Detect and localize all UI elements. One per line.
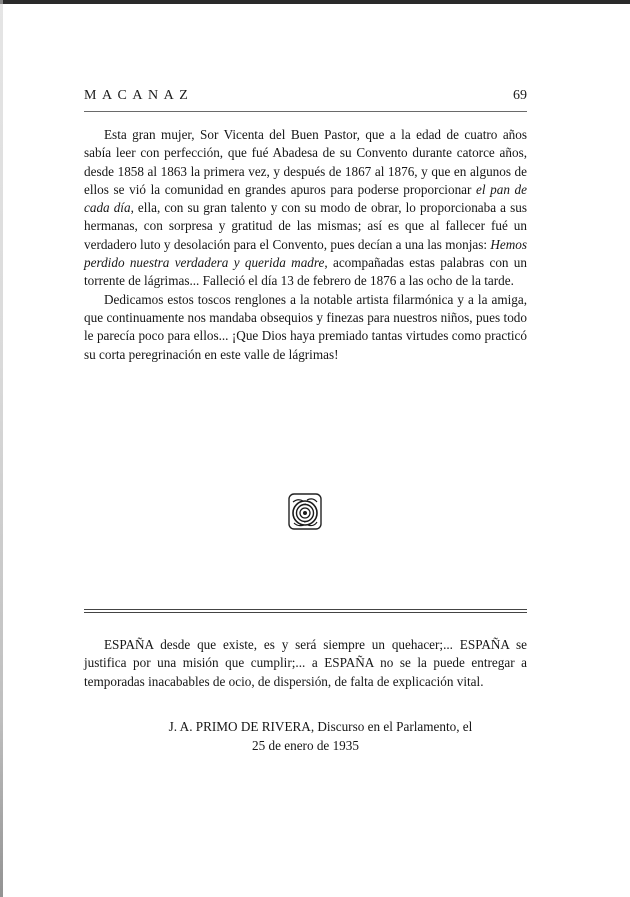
paragraph-1-italic-pan: el pan de cada día	[84, 181, 527, 216]
quotation-text: ESPAÑA desde que existe, es y será siempre un quehacer;... ESPAÑA se justifica por una misión que cumplir;... a ESPAÑA no se la puede entregar a temporadas inacabables de ocio, de dispersión, de falta de explicación vital.	[84, 637, 527, 689]
attribution-line-2: 25 de enero de 1935	[252, 738, 359, 753]
attribution-line-1: J. A. PRIMO DE RIVERA, Discurso en el Parlamento, el	[168, 719, 473, 734]
paragraph-dedication: Dedicamos estos toscos renglones a la notable artista filarmónica y a la amiga, que continuamente nos mandaba obsequios y finezas para nuestros niños, pues todo le parecía poco para ellos... ¡Que Dios haya premiado tantas virtudes como practicó su corta peregrinación en este valle de lágrimas!	[84, 291, 527, 362]
page-left-edge-shadow	[0, 0, 3, 897]
divider-line-top	[84, 609, 527, 610]
top-border-rule	[0, 0, 630, 4]
paragraph-1-text-b: , ella, con su gran talento y con su modo de obrar, lo proporcionaba a sus hermanas, con sorpresa y gratitud de las mismas; así es que al fallecer fué un verdadero luto y desolación para el Convento, pues decían a una las monjas:	[84, 200, 527, 252]
paragraph-1-text-a: Esta gran mujer, Sor Vicenta del Buen Pastor, que a la edad de cuatro años sabía leer con perfección, que fué Abadesa de su Convento durante catorce años, desde 1858 al 1863 la primera vez, y después de 1867 al 1876, y que en algunos de ellos se vió la comunidad en grandes apuros para poderse proporcionar	[84, 127, 527, 197]
main-text	[84, 126, 527, 364]
paragraph-1-text-c: , acompañadas estas palabras con un torrente de lágrimas... Falleció el día 13 de febrero de 1876 a las ocho de la tarde.	[84, 255, 527, 289]
paragraph-1-italic-madre: Hemos perdido nuestra verdadera y querida madre	[84, 236, 527, 271]
page-header	[84, 88, 527, 110]
quotation-attribution	[84, 717, 527, 755]
header-rule	[84, 111, 527, 112]
divider-line-bottom	[84, 612, 527, 613]
floral-rose-vignette-icon	[284, 492, 326, 532]
quotation-block	[84, 636, 527, 691]
section-divider	[84, 609, 527, 614]
page-number: 69	[513, 88, 527, 103]
running-title: MACANAZ	[84, 88, 194, 103]
paragraph-sor-vicenta	[84, 126, 527, 291]
